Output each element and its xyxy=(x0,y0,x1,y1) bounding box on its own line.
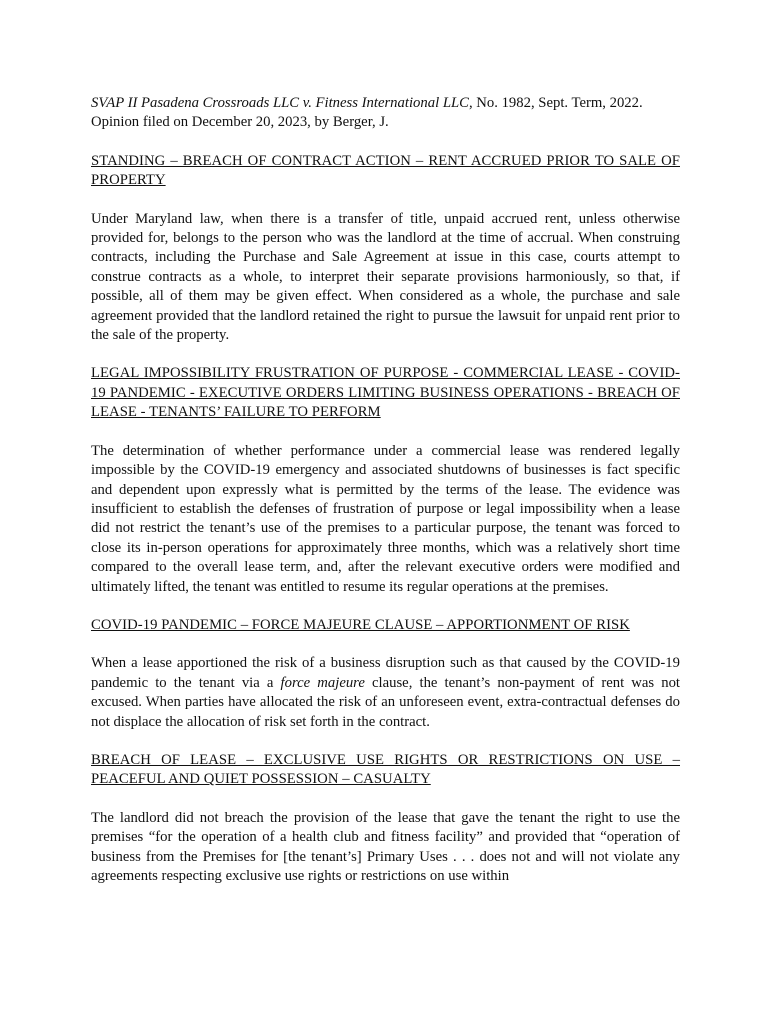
section-heading-legal-impossibility: LEGAL IMPOSSIBILITY FRUSTRATION OF PURPOSE - COMMERCIAL LEASE - COVID-19 PANDEMIC - EXECUTIVE ORDERS LIMITING BUSINESS OPERATIONS - BREACH OF LEASE - TENANTS’ FAILURE TO PERFORM xyxy=(91,365,680,421)
section-body-breach-of-lease: The landlord did not breach the provision of the lease that gave the tenant the right to use the premises “for the operation of a health club and fitness facility” and provided that “operation of business from the Premises for [the tenant’s] Primary Uses . . . does not and will not violate any agreements respecting exclusive use rights or restrictions on use within xyxy=(91,809,680,884)
document-page xyxy=(91,94,680,886)
section-heading-force-majeure: COVID-19 PANDEMIC – FORCE MAJEURE CLAUSE – APPORTIONMENT OF RISK xyxy=(91,616,630,633)
section-body-force-majeure xyxy=(91,654,680,732)
citation-details: , No. 1982, Sept. Term, 2022. Opinion filed on December 20, 2023, by Berger, J. xyxy=(91,95,643,131)
section-body-standing: Under Maryland law, when there is a transfer of title, unpaid accrued rent, unless otherwise provided for, belongs to the person who was the landlord at the time of accrual. When construing contracts, including the Purchase and Sale Agreement at issue in this case, courts attempt to construe contracts as a whole, to interpret their separate provisions harmoniously, so that, if possible, all of them may be given effect. When considered as a whole, the purchase and sale agreement provided that the landlord retained the right to pursue the lawsuit for unpaid rent prior to the sale of the property. xyxy=(91,210,680,344)
section-body-legal-impossibility: The determination of whether performance under a commercial lease was rendered legally impossible by the COVID-19 emergency and associated shutdowns of businesses is fact specific and dependent upon expressly what is permitted by the terms of the lease. The evidence was insufficient to establish the defenses of frustration of purpose or legal impossibility when a lease did not restrict the tenant’s use of the premises to a particular purpose, the tenant was forced to close its in-person operations for approximately three months, which was a relatively short time compared to the overall lease term, and, after the relevant executive orders were modified and ultimately lifted, the tenant was entitled to resume its regular operations at the premises. xyxy=(91,442,680,595)
section-heading-standing: STANDING – BREACH OF CONTRACT ACTION – RENT ACCRUED PRIOR TO SALE OF PROPERTY xyxy=(91,152,680,189)
force-majeure-text-before: When a lease apportioned the risk of a business disruption such as that caused by the COVID-19 pandemic to the tenant via a xyxy=(91,655,680,691)
section-heading-breach-of-lease: BREACH OF LEASE – EXCLUSIVE USE RIGHTS OR RESTRICTIONS ON USE – PEACEFUL AND QUIET POSSESSION – CASUALTY xyxy=(91,751,680,788)
force-majeure-text-after: clause, the tenant’s non-payment of rent was not excused. When parties have allocated the risk of an unforeseen event, extra-contractual defenses do not displace the allocation of risk set forth in the contract. xyxy=(91,674,681,730)
case-citation xyxy=(91,94,680,133)
force-majeure-italic-term: force majeure xyxy=(280,674,365,691)
case-name: SVAP II Pasadena Crossroads LLC v. Fitness International LLC xyxy=(91,95,469,111)
